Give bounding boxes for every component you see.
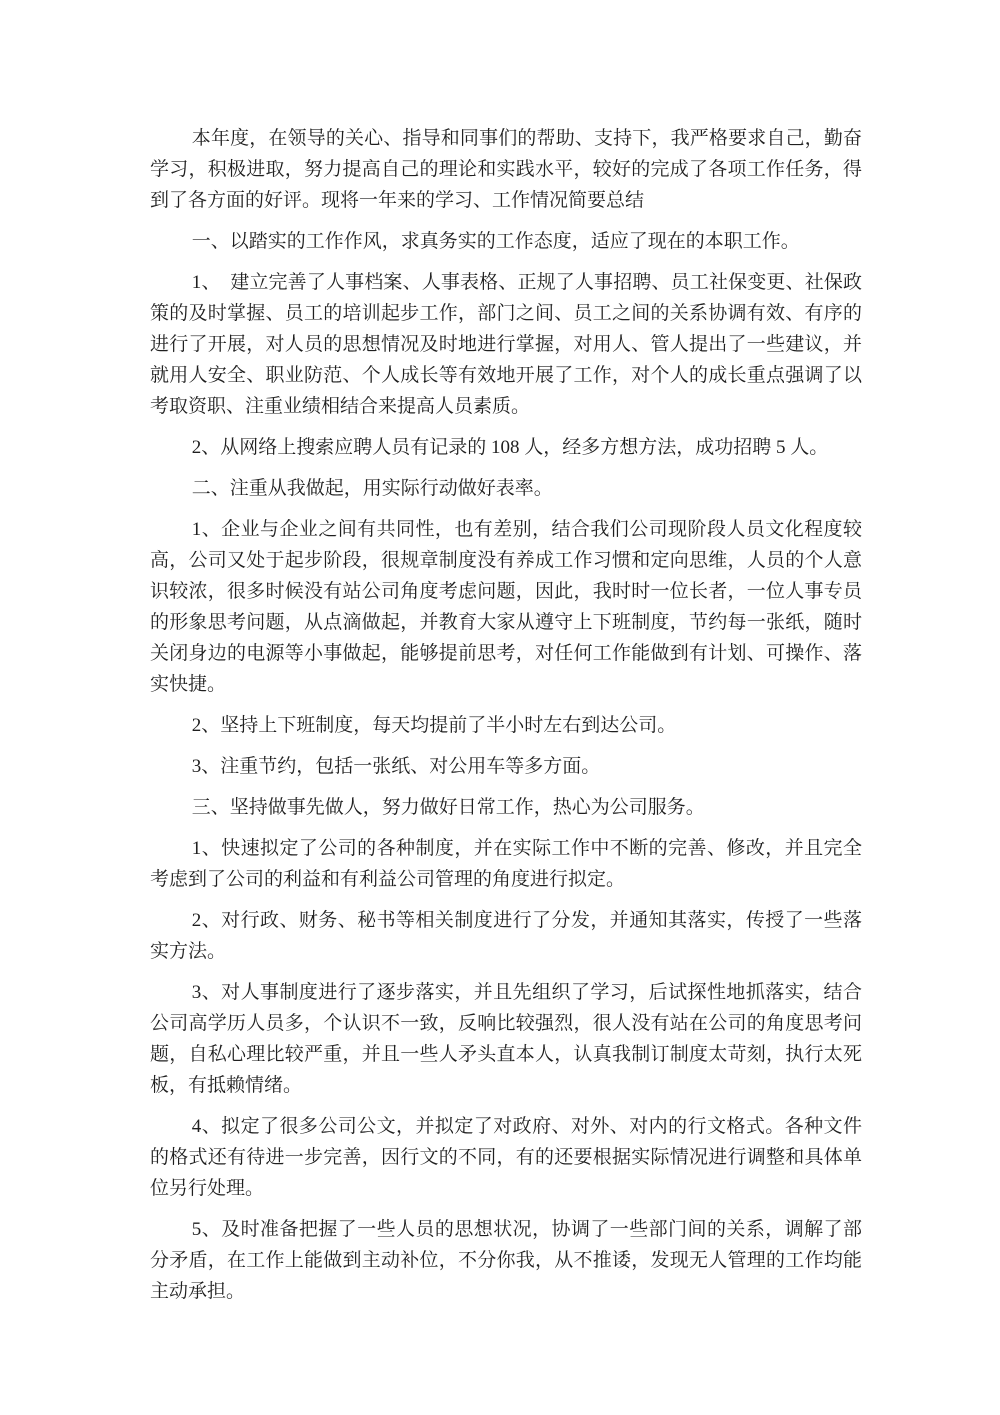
paragraph-item-3-5: 5、及时准备把握了一些人员的思想状况，协调了一些部门间的关系，调解了部分矛盾，在工作上能做到主动补位，不分你我，从不推诿，发现无人管理的工作均能主动承担。 xyxy=(150,1219,862,1302)
paragraph-item-3-4: 4、拟定了很多公司公文，并拟定了对政府、对外、对内的行文格式。各种文件的格式还有待进一步完善，因行文的不同，有的还要根据实际情况进行调整和具体单位另行处理。 xyxy=(150,1116,862,1199)
paragraph-intro: 本年度，在领导的关心、指导和同事们的帮助、支持下，我严格要求自己，勤奋学习，积极进取，努力提高自己的理论和实践水平，较好的完成了各项工作任务，得到了各方面的好评。现将一年来的学习、工作情况简要总结 xyxy=(150,128,862,211)
paragraph-item-3-3: 3、对人事制度进行了逐步落实，并且先组织了学习，后试探性地抓落实，结合公司高学历人员多，个认识不一致，反响比较强烈，很人没有站在公司的角度思考问题，自私心理比较严重，并且一些人矛头直本人，认真我制订制度太苛刻，执行太死板，有抵赖情绪。 xyxy=(150,982,862,1096)
paragraph-item-2-2: 2、坚持上下班制度，每天均提前了半小时左右到达公司。 xyxy=(191,715,677,736)
paragraph-item-1-2: 2、从网络上搜索应聘人员有记录的 108 人，经多方想方法，成功招聘 5 人。 xyxy=(191,437,829,458)
paragraph-item-2-3: 3、注重节约，包括一张纸、对公用车等多方面。 xyxy=(191,756,601,777)
paragraph-heading-1: 一、以踏实的工作作风，求真务实的工作态度，适应了现在的本职工作。 xyxy=(191,231,800,252)
paragraph-heading-2: 二、注重从我做起，用实际行动做好表率。 xyxy=(191,478,553,499)
paragraph-item-3-1: 1、快速拟定了公司的各种制度，并在实际工作中不断的完善、修改，并且完全考虑到了公司的利益和有利益公司管理的角度进行拟定。 xyxy=(150,838,862,890)
paragraph-item-1-1: 1、 建立完善了人事档案、人事表格、正规了人事招聘、员工社保变更、社保政策的及时掌握、员工的培训起步工作，部门之间、员工之间的关系协调有效、有序的进行了开展，对人员的思想情况及时地进行掌握，对用人、管人提出了一些建议，并就用人安全、职业防范、个人成长等有效地开展了工作，对个人的成长重点强调了以考取资职、注重业绩相结合来提高人员素质。 xyxy=(150,272,862,417)
paragraph-heading-3: 三、坚持做事先做人，努力做好日常工作，热心为公司服务。 xyxy=(191,797,705,818)
paragraph-item-3-2: 2、对行政、财务、秘书等相关制度进行了分发，并通知其落实，传授了一些落实方法。 xyxy=(150,910,862,962)
paragraph-item-2-1: 1、企业与企业之间有共同性，也有差别，结合我们公司现阶段人员文化程度较高，公司又处于起步阶段，很规章制度没有养成工作习惯和定向思维，人员的个人意识较浓，很多时候没有站公司角度考虑问题，因此，我时时一位长者，一位人事专员的形象思考问题，从点滴做起，并教育大家从遵守上下班制度，节约每一张纸，随时关闭身边的电源等小事做起，能够提前思考，对任何工作能做到有计划、可操作、落实快捷。 xyxy=(150,519,862,695)
